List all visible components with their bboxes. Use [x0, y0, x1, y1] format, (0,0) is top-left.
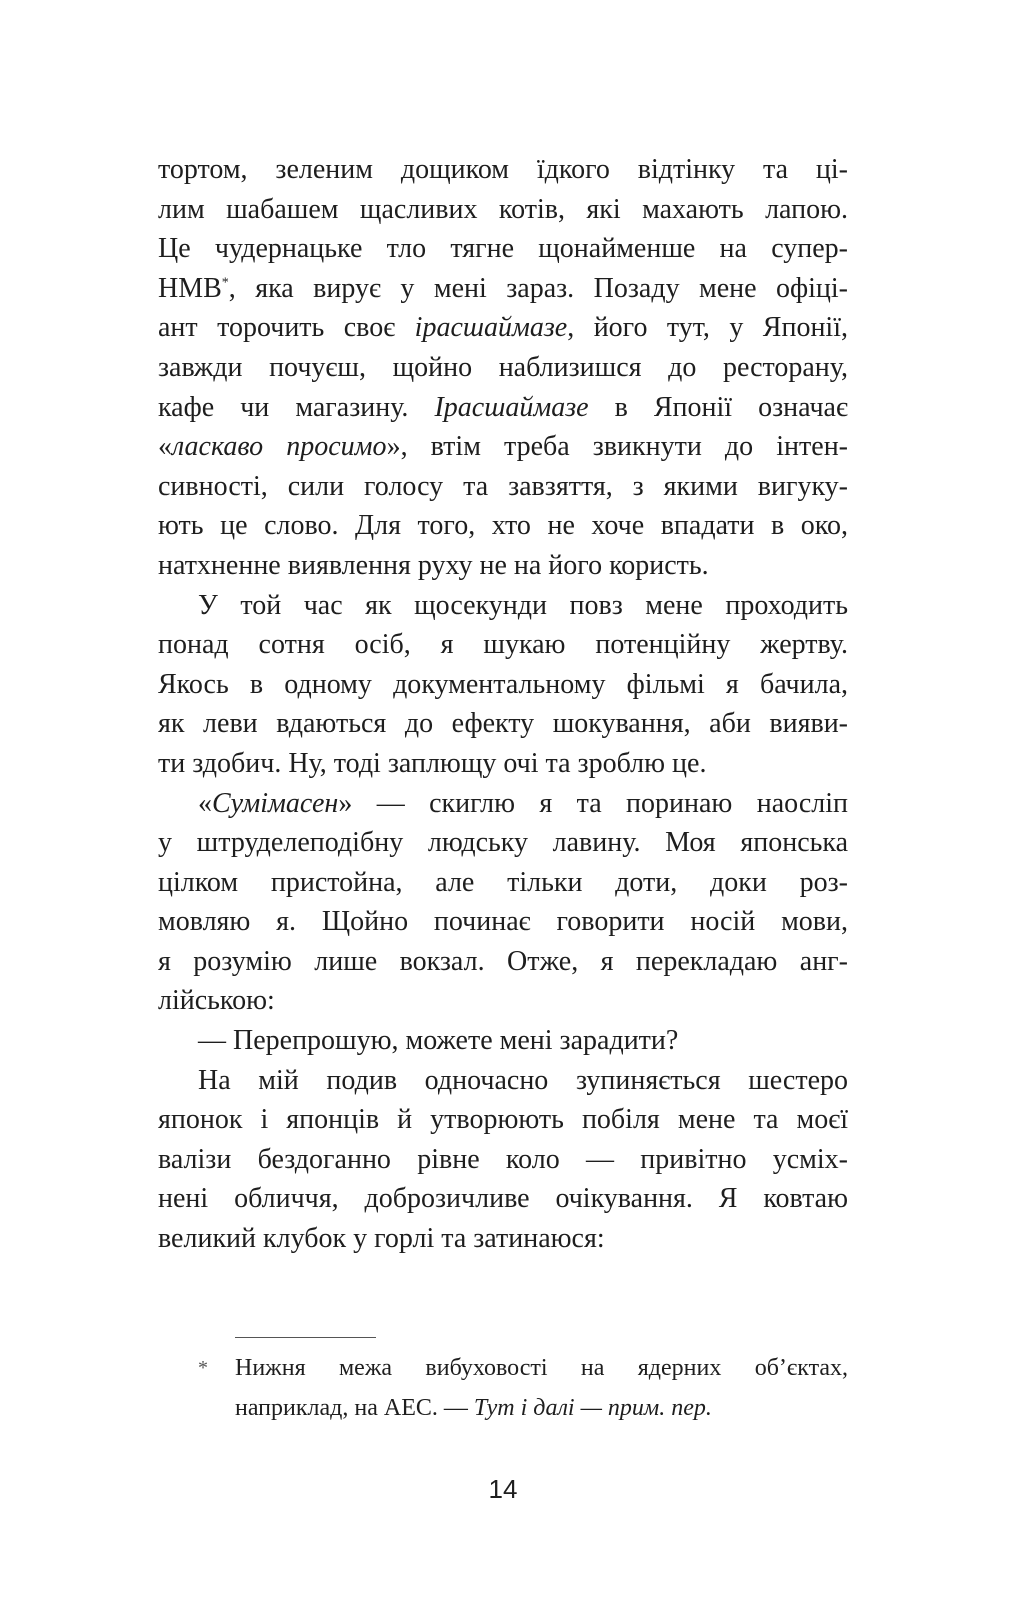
- text-line: [158, 942, 848, 982]
- text-segment: сивності, сили голосу та завзяття, з якими вигуку-: [158, 470, 848, 502]
- text-segment: Нижня межа вибуховості на ядерних об’єктах,: [235, 1355, 848, 1381]
- text-segment: «: [158, 431, 172, 463]
- text-segment: ють це слово. Для того, хто не хоче впадати в око,: [158, 510, 848, 542]
- text-line: [158, 348, 848, 388]
- text-line: [158, 1179, 848, 1219]
- text-segment: валізи бездоганно рівне коло — привітно усміх-: [158, 1143, 848, 1175]
- body-text: [158, 150, 848, 1259]
- text-line: [158, 744, 848, 784]
- text-line: [158, 784, 848, 824]
- text-segment: кафе чи магазину.: [158, 391, 435, 423]
- footnote-reference: *: [221, 275, 229, 291]
- italic-text: Ірасшаймазе: [434, 391, 589, 423]
- text-line: [158, 506, 848, 546]
- text-segment: натхненне виявлення руху не на його користь.: [158, 549, 709, 581]
- text-line: [158, 546, 848, 586]
- text-line: [158, 269, 848, 309]
- italic-text: ласкаво просимо: [172, 431, 387, 463]
- text-line: [158, 1021, 848, 1061]
- text-line: [158, 863, 848, 903]
- text-line: [158, 1140, 848, 1180]
- text-line: [158, 427, 848, 467]
- text-segment: цілком пристойна, але тільки доти, доки роз-: [158, 866, 848, 898]
- footnote: [198, 1350, 848, 1429]
- text-line: [158, 902, 848, 942]
- text-segment: мовляю я. Щойно починає говорити носій мови,: [158, 906, 848, 938]
- page-number: 14: [488, 1474, 518, 1504]
- text-segment: Якось в одному документальному фільмі я бачила,: [158, 668, 848, 700]
- footnote-marker: *: [198, 1357, 208, 1379]
- text-line: [158, 586, 848, 626]
- text-line: [158, 229, 848, 269]
- footnote-divider: [235, 1337, 376, 1338]
- text-segment: понад сотня осіб, я шукаю потенційну жертву.: [158, 629, 848, 661]
- text-segment: Це чудернацьке тло тягне щонайменше на супер-: [158, 233, 848, 265]
- text-segment: «: [198, 787, 212, 819]
- text-segment: нені обличчя, доброзичливе очікування. Я ковтаю: [158, 1183, 848, 1215]
- text-segment: завжди почуєш, щойно наблизишся до ресторану,: [158, 351, 848, 383]
- text-segment: У той час як щосекунди повз мене проходить: [198, 589, 848, 621]
- text-line: [158, 467, 848, 507]
- text-line: [158, 981, 848, 1021]
- text-segment: НМВ: [158, 272, 222, 304]
- text-line: [158, 1100, 848, 1140]
- text-segment: На мій подив одночасно зупиняється шестеро: [198, 1064, 848, 1096]
- text-segment: — Перепрошую, можете мені зарадити?: [198, 1025, 679, 1057]
- text-segment: » — скиглю я та поринаю наосліп: [338, 787, 848, 819]
- text-segment: у штруделеподібну людську лавину. Моя японська: [158, 827, 848, 859]
- italic-text: ірасшаймазе: [414, 312, 568, 344]
- text-line: [158, 665, 848, 705]
- text-segment: тортом, зеленим дощиком їдкого відтінку та ці-: [158, 154, 848, 185]
- text-line: [158, 704, 848, 744]
- italic-text: Сумімасен: [212, 787, 339, 819]
- text-segment: , його тут, у Японії,: [567, 312, 848, 344]
- text-segment: як леви вдаються до ефекту шокування, аби вияви-: [158, 708, 848, 740]
- text-line: [158, 388, 848, 428]
- footnote-line: [235, 1350, 848, 1390]
- text-segment: , яка вирує у мені зараз. Позаду мене офіці-: [228, 272, 848, 304]
- text-segment: », втім треба звикнути до інтен-: [386, 431, 848, 463]
- text-segment: наприклад, на АЕС. —: [235, 1394, 474, 1421]
- italic-text: Тут і далі — прим. пер.: [473, 1394, 712, 1421]
- text-line: [158, 190, 848, 230]
- text-segment: ти здобич. Ну, тоді заплющу очі та зроблю це.: [158, 747, 707, 779]
- text-segment: я розумію лише вокзал. Отже, я перекладаю анг-: [158, 945, 848, 977]
- text-line: [158, 1061, 848, 1101]
- text-segment: лійською:: [158, 985, 275, 1017]
- text-segment: японок і японців й утворюють побіля мене та моєї: [158, 1104, 848, 1136]
- text-line: [158, 625, 848, 665]
- text-segment: в Японії означає: [588, 391, 848, 423]
- text-line: [158, 823, 848, 863]
- text-segment: лим шабашем щасливих котів, які махають лапою.: [158, 193, 848, 225]
- text-line: [158, 1219, 848, 1259]
- text-line: [158, 150, 848, 190]
- footnote-line: [235, 1390, 848, 1430]
- text-segment: ант торочить своє: [158, 312, 415, 344]
- text-segment: великий клубок у горлі та затинаюся:: [158, 1223, 605, 1255]
- footnote-text: [235, 1350, 848, 1429]
- text-line: [158, 308, 848, 348]
